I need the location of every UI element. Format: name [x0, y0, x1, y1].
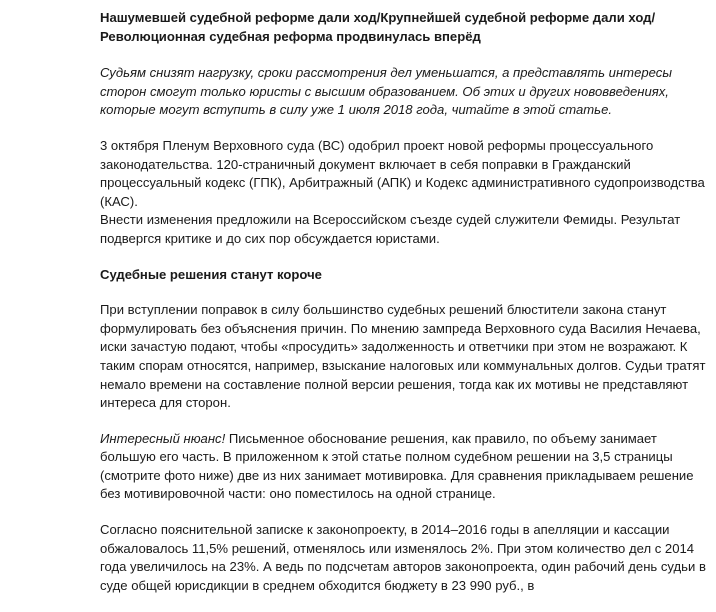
article	[100, 9, 712, 612]
article-lead: Судьям снизят нагрузку, сроки рассмотрения дел уменьшатся, а представлять интересы сторон смогут только юристы с высшим образованием. Об этих и других нововведениях, которые могут вступить в силу уже 1 июля 2018 года, читайте в этой статье.	[100, 65, 672, 118]
section-heading: Судебные решения станут короче	[100, 266, 322, 282]
nuance-emphasis: Интересный нюанс!	[100, 430, 226, 446]
section-paragraph-3: Согласно пояснительной записке к законопроекту, в 2014–2016 годы в апелляции и кассации обжаловалось 11,5% решений, отменялось или изменялось 2%. При этом количество дел с 2014 года увеличилось на 23%. А ведь по подсчетам авторов законопроекта, один рабочий день судьи в суде общей юрисдикции в среднем обходится бюджету в 23 990 руб., в	[100, 522, 706, 593]
section-paragraph-2	[100, 430, 712, 504]
article-title: Нашумевшей судебной реформе дали ход/Крупнейшей судебной реформе дали ход/Революционная судебная реформа продвинулась вперёд	[100, 10, 656, 44]
nuance-text: Письменное обоснование решения, как правило, по объему занимает большую его часть. В приложенном к этой статье полном судебном решении на 3,5 страницы (смотрите фото ниже) две из них занимает мотивировка. Для сравнения прикладываем решение без мотивировочной части: оно поместилось на одной странице.	[100, 430, 694, 502]
intro-block	[100, 137, 712, 249]
intro-paragraph-2: Внести изменения предложили на Всероссийском съезде судей служители Фемиды. Результат подвергся критике и до сих пор обсуждается юристами.	[100, 212, 681, 246]
intro-paragraph-1: 3 октября Пленум Верховного суда (ВС) одобрил проект новой реформы процессуального законодательства. 120-страничный документ включает в себя поправки в Гражданский процессуальный кодекс (ГПК), Арбитражный (АПК) и Кодекс административного судопроизводства (КАС).	[100, 137, 705, 209]
section-paragraph-1: При вступлении поправок в силу большинство судебных решений блюстители закона станут формулировать без объяснения причин. По мнению зампреда Верховного суда Василия Нечаева, иски зачастую подают, чтобы «просудить» задолженность и ответчики при этом не возражают. К таким спорам относятся, например, взыскание налоговых или коммунальных долгов. Судьи тратят немало времени на составление полной версии решения, тогда как их мотивы не представляют интереса для сторон.	[100, 302, 706, 411]
